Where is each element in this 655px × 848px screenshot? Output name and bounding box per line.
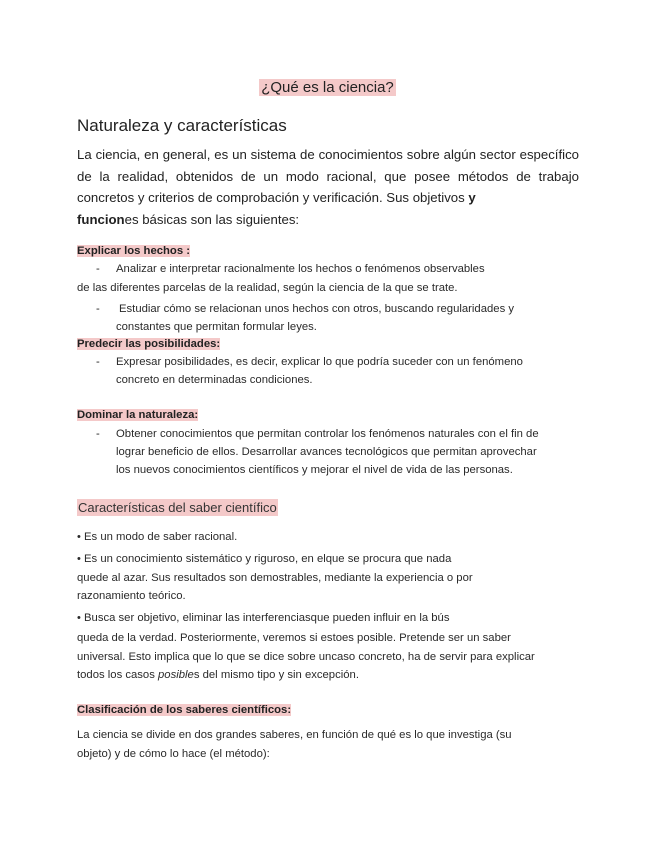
caracteristicas-b3-line4: todos los casos posibles del mismo tipo y sin excepción. bbox=[77, 669, 359, 681]
bullet-item: • Busca ser objetivo, eliminar las interferenciasque pueden influir en la bús bbox=[77, 612, 450, 624]
heading-dominar: Dominar la naturaleza: bbox=[77, 409, 199, 421]
heading-explicar: Explicar los hechos : bbox=[77, 245, 191, 257]
explicar-item1-line1: Analizar e interpretar racionalmente los hechos o fenómenos observables bbox=[116, 263, 485, 275]
heading-predecir: Predecir las posibilidades: bbox=[77, 338, 221, 350]
explicar-item2-line2: constantes que permitan formular leyes. bbox=[116, 321, 317, 333]
dominar-item1-line3: los nuevos conocimientos científicos y mejorar el nivel de vida de las personas. bbox=[116, 464, 513, 476]
caracteristicas-b3-line2: queda de la verdad. Posteriormente, veremos si estoes posible. Pretende ser un saber bbox=[77, 632, 511, 644]
caracteristicas-b2-line3: razonamiento teórico. bbox=[77, 590, 186, 602]
intro-paragraph: La ciencia, en general, es un sistema de conocimientos sobre algún sector específico de la realidad, obtenidos de un modo racional, que posee métodos de trabajo concretos y criterios de comprobación y verificación. Sus objetivos y funciones básicas son las siguientes: bbox=[77, 147, 579, 227]
dash-bullet: - bbox=[96, 428, 100, 440]
dominar-item1-line2: lograr beneficio de ellos. Desarrollar avances tecnológicos que permitan aprovechar bbox=[116, 446, 537, 458]
dash-bullet: - bbox=[96, 356, 100, 368]
predecir-item1-line2: concreto en determinadas condiciones. bbox=[116, 374, 313, 386]
dash-bullet: - bbox=[96, 303, 100, 315]
clasificacion-line1: La ciencia se divide en dos grandes saberes, en función de qué es lo que investiga (su bbox=[77, 729, 512, 741]
explicar-item1-line2: de las diferentes parcelas de la realidad, según la ciencia de la que se trate. bbox=[77, 282, 458, 294]
clasificacion-line2: objeto) y de cómo lo hace (el método): bbox=[77, 748, 270, 760]
page-title: ¿Qué es la ciencia? bbox=[261, 79, 394, 96]
predecir-item1-line1: Expresar posibilidades, es decir, explicar lo que podría suceder con un fenómeno bbox=[116, 356, 523, 368]
bullet-icon: • bbox=[77, 531, 81, 543]
bullet-item: • Es un modo de saber racional. bbox=[77, 531, 238, 543]
explicar-item2-line1: Estudiar cómo se relacionan unos hechos con otros, buscando regularidades y bbox=[119, 303, 514, 315]
dash-bullet: - bbox=[96, 263, 100, 275]
section-heading-naturaleza: Naturaleza y características bbox=[77, 116, 287, 135]
bullet-item: • Es un conocimiento sistemático y riguroso, en elque se procura que nada bbox=[77, 553, 452, 565]
heading-caracteristicas: Características del saber científico bbox=[78, 500, 277, 515]
caracteristicas-b3-line3: universal. Esto implica que lo que se dice sobre uncaso concreto, ha de servir para explicar bbox=[77, 651, 535, 663]
caracteristicas-b2-line2: quede al azar. Sus resultados son demostrables, mediante la experiencia o por bbox=[77, 572, 473, 584]
dominar-item1-line1: Obtener conocimientos que permitan controlar los fenómenos naturales con el fin de bbox=[116, 428, 539, 440]
heading-clasificacion: Clasificación de los saberes científicos: bbox=[77, 704, 292, 716]
bullet-icon: • bbox=[77, 612, 81, 624]
bullet-icon: • bbox=[77, 553, 81, 565]
